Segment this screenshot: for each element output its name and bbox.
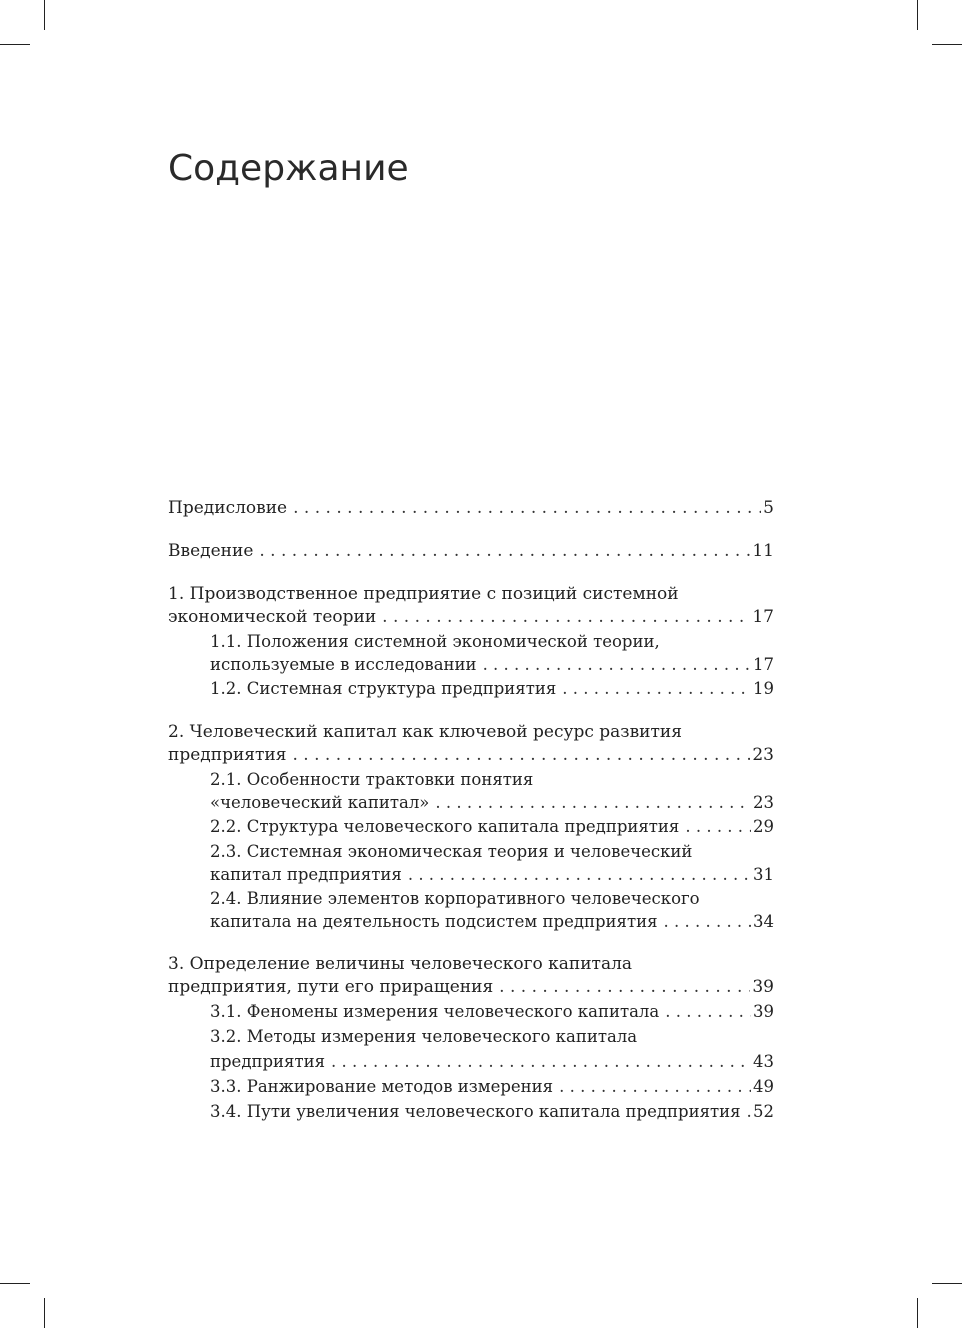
toc-section-title: 2.1. Особенности трактовки понятия: [210, 770, 534, 789]
toc-section-title: 3.4. Пути увеличения человеческого капитала предприятия: [210, 1102, 741, 1121]
toc-page-number: 17: [752, 607, 774, 627]
toc-section-1-1[interactable]: [168, 629, 774, 676]
toc-entry-title: 1. Производственное предприятие с позиций системной: [168, 584, 679, 604]
toc-page-number: 19: [753, 679, 774, 698]
leader-dots: [499, 976, 750, 999]
leader-dots: [665, 999, 751, 1024]
toc-section-title: 2.3. Системная экономическая теория и человеческий: [210, 842, 693, 861]
leader-dots: [747, 1099, 751, 1124]
toc-page-number: 43: [753, 1052, 774, 1071]
toc-entry-title: 3. Определение величины человеческого капитала: [168, 954, 633, 974]
leader-dots: [435, 792, 751, 814]
table-of-contents: [168, 497, 774, 1124]
toc-section-3-3[interactable]: [168, 1074, 774, 1099]
toc-page-number: 5: [763, 498, 774, 518]
crop-mark: [44, 1298, 45, 1328]
crop-mark: [917, 0, 918, 30]
toc-section-title-cont: предприятия: [210, 1052, 325, 1071]
leader-dots: [292, 744, 750, 767]
toc-page-number: 34: [753, 912, 774, 931]
toc-page-number: 39: [753, 1002, 774, 1021]
crop-mark: [932, 44, 962, 45]
leader-dots: [293, 497, 761, 520]
leader-dots: [559, 1074, 751, 1099]
crop-mark: [932, 1283, 962, 1284]
toc-section-title-cont: «человеческий капитал»: [210, 793, 430, 812]
crop-mark: [0, 1283, 30, 1284]
leader-dots: [483, 654, 751, 676]
toc-entry-chapter-1[interactable]: [168, 583, 774, 629]
crop-mark: [0, 44, 30, 45]
toc-page-number: 31: [753, 865, 774, 884]
toc-page-number: 17: [753, 655, 774, 674]
toc-section-3-1[interactable]: [168, 999, 774, 1024]
toc-section-title: 1.2. Системная структура предприятия: [210, 679, 557, 698]
toc-section-2-4[interactable]: [168, 886, 774, 933]
toc-section-title: 3.2. Методы измерения человеческого капитала: [210, 1027, 638, 1046]
leader-dots: [259, 540, 750, 563]
toc-section-title-cont: капитала на деятельность подсистем предприятия: [210, 912, 658, 931]
toc-section-2-2[interactable]: [168, 814, 774, 839]
toc-section-title: 3.1. Феномены измерения человеческого капитала: [210, 1002, 660, 1021]
toc-entry-title-cont: предприятия, пути его приращения: [168, 977, 494, 997]
leader-dots: [382, 606, 750, 629]
leader-dots: [664, 911, 752, 933]
toc-section-3-4[interactable]: [168, 1099, 774, 1124]
toc-entry-introduction[interactable]: [168, 540, 774, 563]
page-title: Содержание: [168, 148, 409, 189]
toc-page-number: 29: [753, 817, 774, 836]
leader-dots: [408, 864, 751, 886]
toc-section-1-2[interactable]: [168, 676, 774, 701]
toc-section-2-3[interactable]: [168, 839, 774, 886]
toc-page-number: 49: [753, 1077, 774, 1096]
toc-page-number: 23: [752, 745, 774, 765]
toc-entry-title: Введение: [168, 541, 254, 561]
toc-section-title: 1.1. Положения системной экономической теории,: [210, 632, 660, 651]
toc-section-title: 2.4. Влияние элементов корпоративного человеческого: [210, 889, 700, 908]
toc-entry-title-cont: предприятия: [168, 745, 287, 765]
leader-dots: [685, 814, 751, 839]
toc-entry-chapter-2[interactable]: [168, 721, 774, 767]
leader-dots: [562, 676, 751, 701]
toc-page-number: 52: [753, 1102, 774, 1121]
toc-section-title-cont: используемые в исследовании: [210, 655, 477, 674]
crop-mark: [917, 1298, 918, 1328]
toc-entry-title: 2. Человеческий капитал как ключевой ресурс развития: [168, 722, 682, 742]
toc-page-number: 39: [752, 977, 774, 997]
toc-section-title: 2.2. Структура человеческого капитала предприятия: [210, 817, 680, 836]
toc-page-number: 23: [753, 793, 774, 812]
toc-section-title: 3.3. Ранжирование методов измерения: [210, 1077, 554, 1096]
toc-entry-title-cont: экономической теории: [168, 607, 377, 627]
toc-page-number: 11: [752, 541, 774, 561]
toc-section-3-2[interactable]: [168, 1024, 774, 1074]
leader-dots: [331, 1049, 751, 1074]
crop-mark: [44, 0, 45, 30]
toc-entry-chapter-3[interactable]: [168, 953, 774, 999]
toc-section-title-cont: капитал предприятия: [210, 865, 402, 884]
toc-entry-preface[interactable]: [168, 497, 774, 520]
toc-entry-title: Предисловие: [168, 498, 288, 518]
toc-section-2-1[interactable]: [168, 767, 774, 814]
